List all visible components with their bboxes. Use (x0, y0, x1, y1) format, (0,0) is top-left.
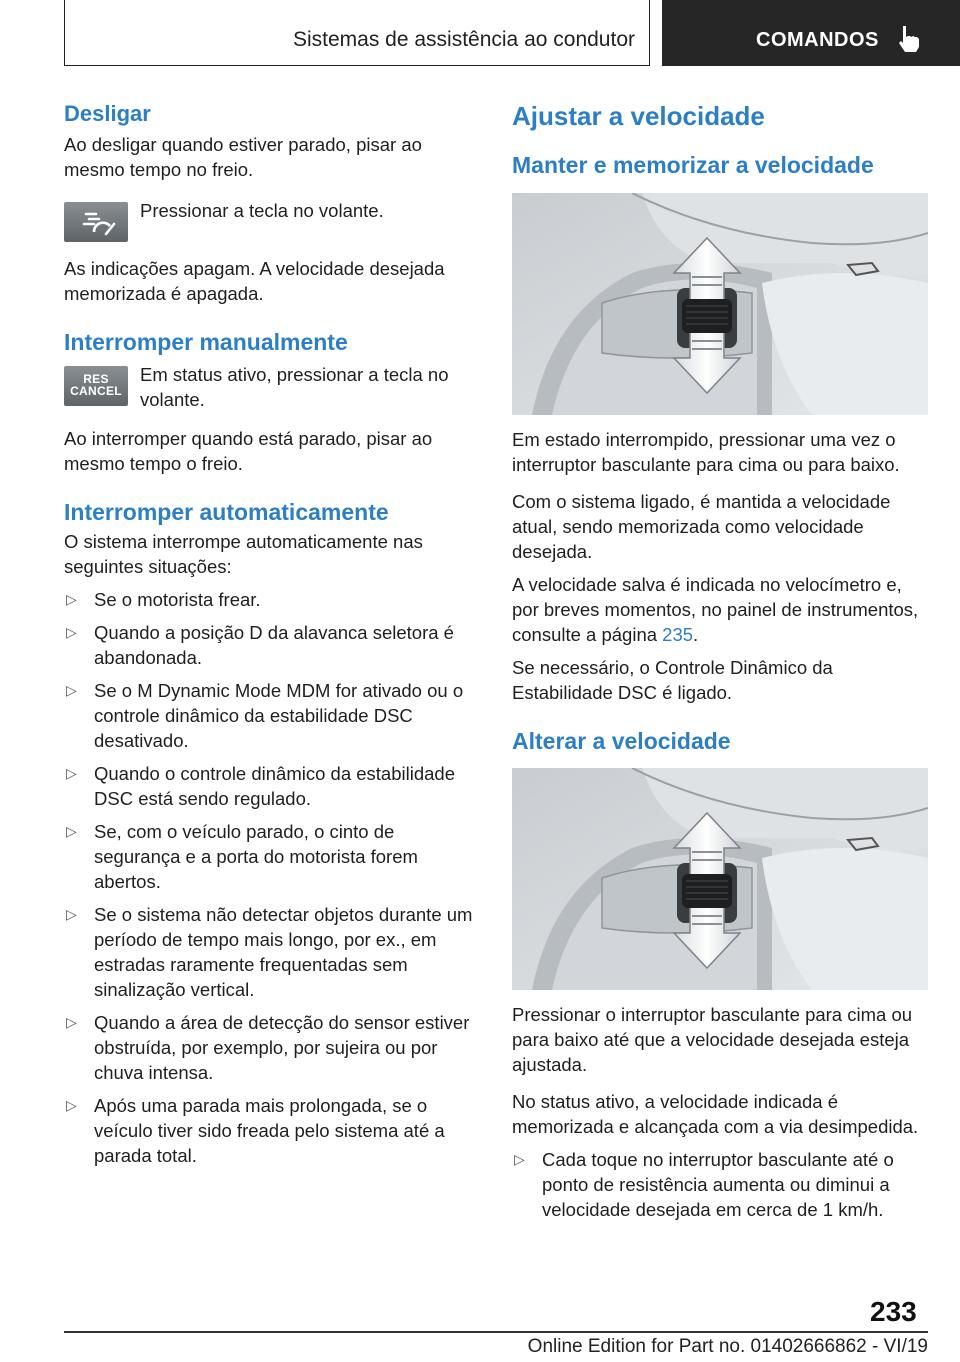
heading-interromper-auto: Interromper automaticamente (64, 499, 389, 526)
manual-key-text: Em status ativo, pressionar a tecla no volante. (140, 364, 449, 411)
list-item: ▷ Se o motorista frear. (66, 589, 261, 610)
page-number: 233 (870, 1296, 917, 1327)
triangle-bullet-icon: ▷ (66, 1014, 77, 1030)
list-item: ▷ Após uma parada mais prolongada, se o veículo tiver sido freada pelo sistema até a parada total. (66, 1095, 445, 1166)
alterar-list (512, 1147, 928, 1222)
right-column (512, 100, 928, 1222)
footer-edition: Online Edition for Part no. 01402666862 - VI/19 (527, 1336, 928, 1357)
list-item: ▷ Cada toque no interruptor basculante até o ponto de resistência aumenta ou diminui a velocidade desejada em cerca de 1 km/h. (514, 1149, 894, 1220)
triangle-bullet-icon: ▷ (66, 823, 77, 839)
heading-manter: Manter e memorizar a velocidade (512, 151, 874, 178)
heading-interromper-manual: Interromper manualmente (64, 328, 348, 355)
header-chapter-box (662, 0, 960, 66)
manter-p2: Com o sistema ligado, é mantida a velocidade atual, sendo memorizada como velocidade desejada. (512, 491, 891, 563)
triangle-bullet-icon: ▷ (66, 624, 77, 640)
manter-p3: A velocidade salva é indicada no velocímetro e, por breves momentos, no painel de instrumentos, consulte a página 235. (512, 574, 919, 646)
auto-intro: O sistema interrompe automaticamente nas seguintes situações: (64, 531, 423, 577)
header-chapter-title: COMANDOS (756, 29, 879, 51)
steering-wheel-rocker-image (512, 193, 928, 415)
list-item: ▷ Se, com o veículo parado, o cinto de segurança e a porta do motorista forem abertos. (66, 821, 418, 892)
heading-ajustar: Ajustar a velocidade (512, 101, 765, 131)
desligar-text: Ao desligar quando estiver parado, pisar ao mesmo tempo no freio. (64, 133, 422, 180)
triangle-bullet-icon: ▷ (66, 765, 77, 781)
list-item: ▷ Se o M Dynamic Mode MDM for ativado ou o controle dinâmico da estabilidade DSC desativado. (66, 680, 464, 751)
desligar-key-row (64, 198, 479, 242)
res-cancel-key-icon: RES CANCEL (64, 366, 128, 406)
page-link-235[interactable]: 235 (662, 624, 694, 646)
alterar-p1: Pressionar o interruptor basculante para cima ou para baixo até que a velocidade desejada esteja ajustada. (512, 1004, 913, 1075)
auto-list (64, 587, 479, 1168)
list-item: ▷ Quando a área de detecção do sensor estiver obstruída, por exemplo, por sujeira ou por chuva intensa. (66, 1012, 470, 1083)
triangle-bullet-icon: ▷ (66, 682, 77, 698)
header-section-box (64, 0, 650, 66)
footer-divider (64, 1331, 928, 1333)
desligar-after-text: As indicações apagam. A velocidade desejada memorizada é apagada. (64, 257, 445, 304)
list-item: ▷ Quando a posição D da alavanca seletora é abandonada. (66, 622, 454, 668)
manual-key-row (64, 362, 479, 412)
left-column (64, 100, 479, 1168)
desligar-key-text: Pressionar a tecla no volante. (140, 199, 384, 221)
alterar-p2: No status ativo, a velocidade indicada é memorizada e alcançada com a via desimpedida. (512, 1091, 919, 1137)
list-item: ▷ Quando o controle dinâmico da estabilidade DSC está sendo regulado. (66, 763, 455, 809)
header-section-title: Sistemas de assistência ao condutor (292, 28, 635, 51)
triangle-bullet-icon: ▷ (66, 1097, 77, 1113)
manter-p1: Em estado interrompido, pressionar uma vez o interruptor basculante para cima ou para baixo. (512, 429, 900, 476)
manter-p4: Se necessário, o Controle Dinâmico da Estabilidade DSC é ligado. (512, 657, 833, 704)
triangle-bullet-icon: ▷ (66, 906, 77, 922)
list-item: ▷ Se o sistema não detectar objetos durante um período de tempo mais longo, por ex., em estradas raramente frequentadas sem sinalização vertical. (66, 904, 473, 1000)
triangle-bullet-icon: ▷ (514, 1151, 525, 1167)
cruise-off-key-icon (64, 202, 128, 242)
manual-after-text: Ao interromper quando está parado, pisar ao mesmo tempo o freio. (64, 428, 433, 475)
steering-wheel-rocker-image-2 (512, 768, 928, 990)
hand-pointer-icon (894, 24, 922, 54)
heading-alterar: Alterar a velocidade (512, 728, 731, 755)
triangle-bullet-icon: ▷ (66, 591, 77, 607)
heading-desligar: Desligar (64, 101, 151, 126)
